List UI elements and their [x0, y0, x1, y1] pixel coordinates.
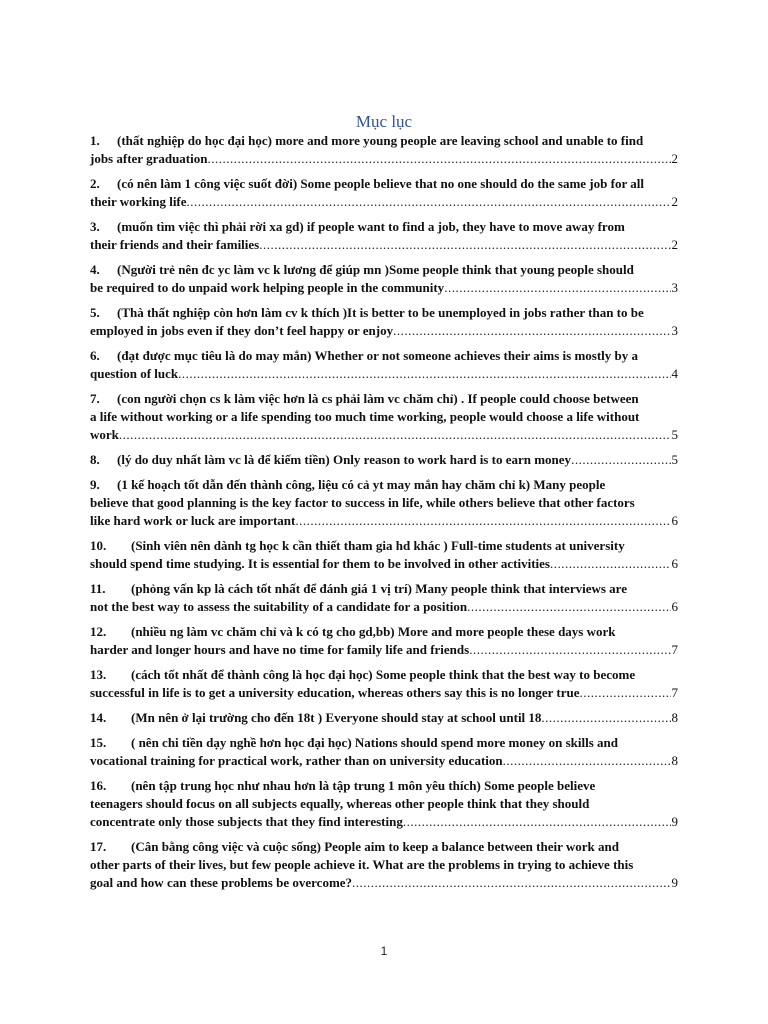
- toc-entry-line: [90, 734, 678, 752]
- toc-entry-text: (thất nghiệp do học đại học) more and more young people are leaving school and unable to find: [117, 133, 644, 148]
- toc-entry-line: [90, 580, 678, 598]
- toc-entry-text: teenagers should focus on all subjects equally, whereas other people think that they should: [90, 796, 590, 811]
- toc-entry-text: (con người chọn cs k làm việc hơn là cs phải làm vc chăm chỉ) . If people could choose between: [117, 391, 639, 406]
- toc-entry-page: 6: [671, 556, 678, 571]
- toc-entry-line: [90, 408, 678, 426]
- toc-entry-text: (có nên làm 1 công việc suốt đời) Some people believe that no one should do the same job for all: [117, 176, 644, 191]
- toc-entry-page: 8: [671, 753, 678, 768]
- dot-leader: [550, 555, 671, 573]
- dot-leader: [259, 236, 670, 254]
- toc-entry-text: not the best way to assess the suitability of a candidate for a position: [90, 599, 468, 614]
- toc-entry-text: (nhiều ng làm vc chăm chỉ và k có tg cho gd,bb) More and more people these days work: [131, 624, 616, 639]
- dot-leader: [580, 684, 671, 702]
- dot-leader: [295, 512, 670, 530]
- toc-entry-page: 4: [671, 366, 678, 381]
- toc-entry-text: other parts of their lives, but few people achieve it. What are the problems in trying to achieve this: [90, 857, 634, 872]
- toc-entry-line: [90, 279, 678, 297]
- toc-entry-line: [90, 426, 678, 444]
- toc-entry-text: ( nên chi tiền dạy nghề hơn học đại học) Nations should spend more money on skills and: [131, 735, 618, 750]
- toc-entry-number: 4.: [90, 262, 100, 277]
- toc-entry-page: 5: [671, 427, 678, 442]
- dot-leader: [403, 813, 671, 831]
- toc-entry-line: [90, 795, 678, 813]
- toc-entry-text: (phỏng vấn kp là cách tốt nhất để đánh giá 1 vị trí) Many people think that interviews are: [131, 581, 627, 596]
- toc-title: Mục lục: [355, 112, 413, 131]
- toc-entry-line: [90, 856, 678, 874]
- dot-leader: [469, 641, 670, 659]
- dot-leader: [444, 279, 670, 297]
- toc-entry-number: 11.: [90, 581, 106, 596]
- toc-entry-text: (nên tập trung học như nhau hơn là tập trung 1 môn yêu thích) Some people believe: [131, 778, 596, 793]
- toc-entry-text: (muốn tìm việc thì phải rời xa gd) if people want to find a job, they have to move away from: [117, 219, 625, 234]
- toc-entry[interactable]: [90, 132, 678, 168]
- toc-entry-line: [90, 261, 678, 279]
- toc-entry[interactable]: [90, 537, 678, 573]
- toc-entry-line: [90, 175, 678, 193]
- dot-leader: [178, 365, 670, 383]
- toc-entry-line: [90, 132, 678, 150]
- toc-entry-line: [90, 641, 678, 659]
- toc-entry-number: 12.: [90, 624, 107, 639]
- toc-entry-line: [90, 777, 678, 795]
- toc-entry-line: [90, 150, 678, 168]
- toc-entry-number: 8.: [90, 452, 100, 467]
- toc-entry-text: question of luck: [90, 366, 179, 381]
- toc-entry-line: [90, 512, 678, 530]
- toc-entry-line: [90, 598, 678, 616]
- toc-entry-line: [90, 684, 678, 702]
- toc-entry-line: [90, 304, 678, 322]
- toc-entry[interactable]: [90, 709, 678, 727]
- toc-entry[interactable]: [90, 580, 678, 616]
- toc-entry-number: 9.: [90, 477, 100, 492]
- toc-entry-text: work: [90, 427, 119, 442]
- toc-entry-number: 13.: [90, 667, 107, 682]
- toc-entry-page: 2: [671, 237, 678, 252]
- toc-entry-page: 2: [671, 194, 678, 209]
- toc-entry-text: goal and how can these problems be overcome?: [90, 875, 353, 890]
- dot-leader: [119, 426, 671, 444]
- toc-entry-number: 16.: [90, 778, 107, 793]
- toc-entry-text: (1 kế hoạch tốt dẫn đến thành công, liệu có cả yt may mắn hay chăm chỉ k) Many people: [117, 477, 606, 492]
- toc-entry-line: [90, 193, 678, 211]
- dot-leader: [571, 451, 670, 469]
- dot-leader: [541, 709, 670, 727]
- toc-entry-page: 3: [671, 280, 678, 295]
- dot-leader: [187, 193, 671, 211]
- dot-leader: [352, 874, 670, 892]
- toc-entry-text: a life without working or a life spending too much time working, people would choose a life without: [90, 409, 640, 424]
- toc-entry-text: concentrate only those subjects that they find interesting: [90, 814, 403, 829]
- toc-entry[interactable]: [90, 734, 678, 770]
- toc-entry-line: [90, 365, 678, 383]
- toc-entry-text: (Cân bằng công việc và cuộc sống) People aim to keep a balance between their work and: [131, 839, 619, 854]
- toc-entry-text: (lý do duy nhất làm vc là để kiếm tiền) Only reason to work hard is to earn money: [117, 452, 572, 467]
- toc-entry-text: (Mn nên ở lại trường cho đến 18t ) Everyone should stay at school until 18: [131, 710, 542, 725]
- toc-entry-line: [90, 476, 678, 494]
- toc-entry-line: [90, 838, 678, 856]
- toc-entry-number: 6.: [90, 348, 100, 363]
- toc-entry-line: [90, 874, 678, 892]
- toc-entry-number: 3.: [90, 219, 100, 234]
- toc-entry-text: vocational training for practical work, rather than on university education: [90, 753, 503, 768]
- toc-entry-number: 17.: [90, 839, 107, 854]
- toc-entry-page: 6: [671, 513, 678, 528]
- toc-entry-text: (Sinh viên nên dành tg học k cần thiết tham gia hd khác ) Full-time students at university: [131, 538, 625, 553]
- toc-entry[interactable]: [90, 261, 678, 297]
- toc-entry-text: (Thà thất nghiệp còn hơn làm cv k thích )It is better to be unemployed in jobs rather than to be: [117, 305, 644, 320]
- toc-entry-line: [90, 555, 678, 573]
- toc-entry-text: their friends and their families: [90, 237, 260, 252]
- toc-entry-line: [90, 709, 678, 727]
- toc-entry-page: 9: [671, 875, 678, 890]
- toc-entry[interactable]: [90, 623, 678, 659]
- toc-entry-page: 2: [671, 151, 678, 166]
- toc-entry[interactable]: [90, 777, 678, 831]
- toc-entry-text: their working life: [90, 194, 187, 209]
- toc-entry-line: [90, 752, 678, 770]
- toc-entry-line: [90, 813, 678, 831]
- toc-entry-page: 5: [671, 452, 678, 467]
- toc-entry-page: 9: [671, 814, 678, 829]
- dot-leader: [393, 322, 670, 340]
- toc-entry-text: jobs after graduation: [90, 151, 208, 166]
- dot-leader: [207, 150, 670, 168]
- toc-entry-line: [90, 236, 678, 254]
- toc-entry[interactable]: [90, 390, 678, 444]
- toc-entry[interactable]: [90, 838, 678, 892]
- toc-entry[interactable]: [90, 218, 678, 254]
- toc-entry-text: (cách tốt nhất để thành công là học đại học) Some people think that the best way to become: [131, 667, 636, 682]
- toc-entry-text: be required to do unpaid work helping people in the community: [90, 280, 445, 295]
- toc-entry-line: [90, 623, 678, 641]
- toc-entry-text: successful in life is to get a university education, whereas others say this is no longer true: [90, 685, 580, 700]
- toc-entry-text: (đạt được mục tiêu là do may mắn) Whether or not someone achieves their aims is mostly by a: [117, 348, 639, 363]
- toc-entry[interactable]: [90, 175, 678, 211]
- toc-entry[interactable]: [90, 347, 678, 383]
- toc-entry[interactable]: [90, 666, 678, 702]
- toc-entry-line: [90, 390, 678, 408]
- page-number: 1: [380, 944, 388, 958]
- toc-entry-number: 5.: [90, 305, 100, 320]
- toc-entry-number: 15.: [90, 735, 107, 750]
- dot-leader: [503, 752, 671, 770]
- toc-entry-page: 6: [671, 599, 678, 614]
- toc-entry-text: employed in jobs even if they don’t feel happy or enjoy: [90, 323, 394, 338]
- toc-entry-line: [90, 218, 678, 236]
- toc-entry-number: 1.: [90, 133, 100, 148]
- toc-entry-number: 10.: [90, 538, 107, 553]
- toc-entry-text: (Người trẻ nên đc yc làm vc k lương để giúp mn )Some people think that young people should: [117, 262, 634, 277]
- toc-entry-page: 8: [671, 710, 678, 725]
- toc-entry-page: 7: [671, 642, 678, 657]
- toc-entry-text: believe that good planning is the key factor to success in life, while others believe that other factors: [90, 495, 635, 510]
- toc-entry-line: [90, 494, 678, 512]
- toc-entry-text: harder and longer hours and have no time for family life and friends: [90, 642, 470, 657]
- toc-entry-line: [90, 322, 678, 340]
- toc-entry[interactable]: [90, 451, 678, 469]
- toc-entry[interactable]: [90, 476, 678, 530]
- toc-entry-number: 7.: [90, 391, 100, 406]
- dot-leader: [467, 598, 670, 616]
- toc-entry-line: [90, 666, 678, 684]
- toc-entry-number: 2.: [90, 176, 100, 191]
- toc-entry-text: like hard work or luck are important: [90, 513, 296, 528]
- toc-entry[interactable]: [90, 304, 678, 340]
- toc-entry-page: 3: [671, 323, 678, 338]
- toc-entry-line: [90, 537, 678, 555]
- toc-entry-number: 14.: [90, 710, 107, 725]
- toc-entry-line: [90, 451, 678, 469]
- toc-entry-line: [90, 347, 678, 365]
- toc-entry-text: should spend time studying. It is essential for them to be involved in other activities: [90, 556, 550, 571]
- toc-entry-page: 7: [671, 685, 678, 700]
